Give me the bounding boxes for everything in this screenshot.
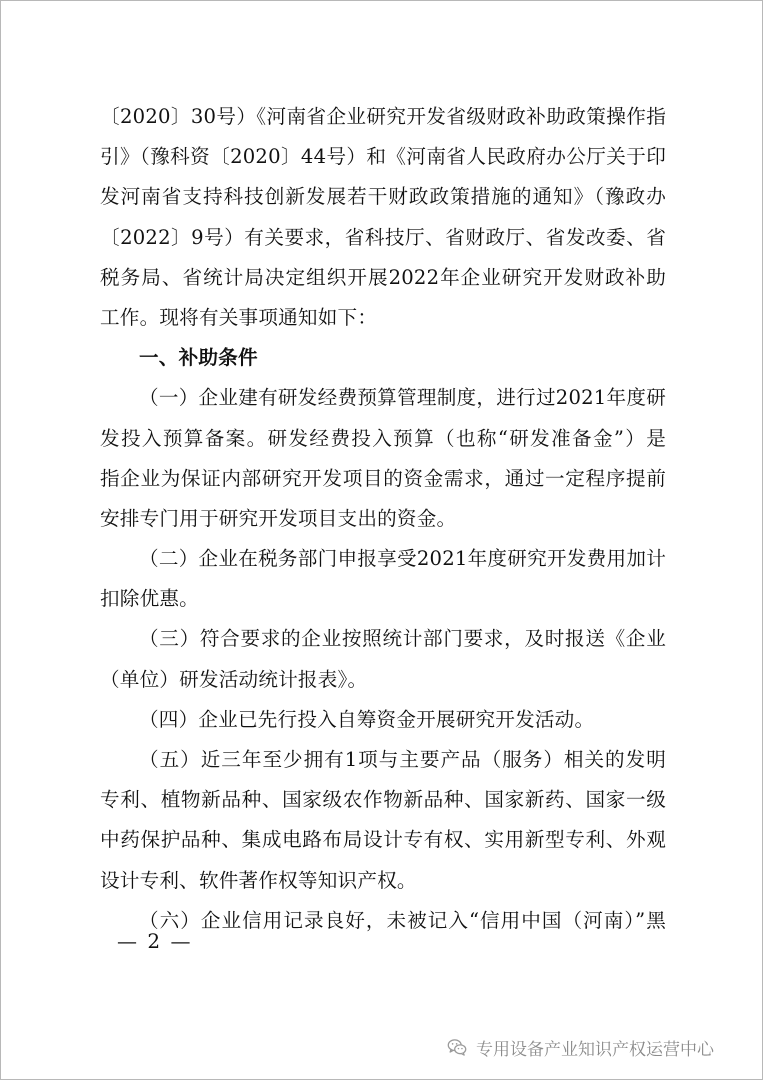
page-number: — 2 — <box>117 929 193 953</box>
text-line: 指企业为保证内部研究开发项目的资金需求，通过一定程序提前 <box>100 466 666 490</box>
document-body <box>100 97 666 941</box>
wechat-watermark <box>446 1033 714 1061</box>
text-line: （五）近三年至少拥有1项与主要产品（服务）相关的发明 <box>139 748 666 771</box>
text-line: （一）企业建有研发经费预算管理制度，进行过2021年度研 <box>139 386 666 410</box>
watermark-text: 专用设备产业知识产权运营中心 <box>476 1039 714 1060</box>
text-line: 专利、植物新品种、国家级农作物新品种、国家新药、国家一级 <box>100 788 666 812</box>
text-line: 〔2020〕30号）《河南省企业研究开发省级财政补助政策操作指 <box>100 105 666 128</box>
text-line: 发投入预算备案。研发经费投入预算（也称“研发准备金”）是 <box>100 426 666 450</box>
text-line: 工作。现将有关事项通知如下： <box>100 305 378 329</box>
text-line: 设计专利、软件著作权等知识产权。 <box>100 868 417 892</box>
text-line: 扣除优惠。 <box>100 587 199 611</box>
text-line: 发河南省支持科技创新发展若干财政政策措施的通知》（豫政办 <box>100 185 666 209</box>
text-line: （单位）研发活动统计报表》。 <box>100 667 368 691</box>
text-line: （六）企业信用记录良好，未被记入“信用中国（河南）”黑 <box>139 908 666 932</box>
text-line: （二）企业在税务部门申报享受2021年度研究开发费用加计 <box>139 547 666 571</box>
wechat-icon <box>446 1036 468 1058</box>
section-heading: 一、补助条件 <box>139 346 258 370</box>
text-line: 〔2022〕9号）有关要求，省科技厅、省财政厅、省发改委、省 <box>100 225 666 249</box>
text-line: 安排专门用于研究开发项目支出的资金。 <box>100 506 457 530</box>
text-line: 中药保护品种、集成电路布局设计专有权、实用新型专利、外观 <box>100 828 666 852</box>
text-line: 税务局、省统计局决定组织开展2022年企业研究开发财政补助 <box>100 265 666 289</box>
text-line: （三）符合要求的企业按照统计部门要求，及时报送《企业 <box>139 627 666 651</box>
text-line: （四）企业已先行投入自筹资金开展研究开发活动。 <box>139 707 595 731</box>
text-line: 引》（豫科资〔2020〕44号）和《河南省人民政府办公厅关于印 <box>100 145 666 169</box>
